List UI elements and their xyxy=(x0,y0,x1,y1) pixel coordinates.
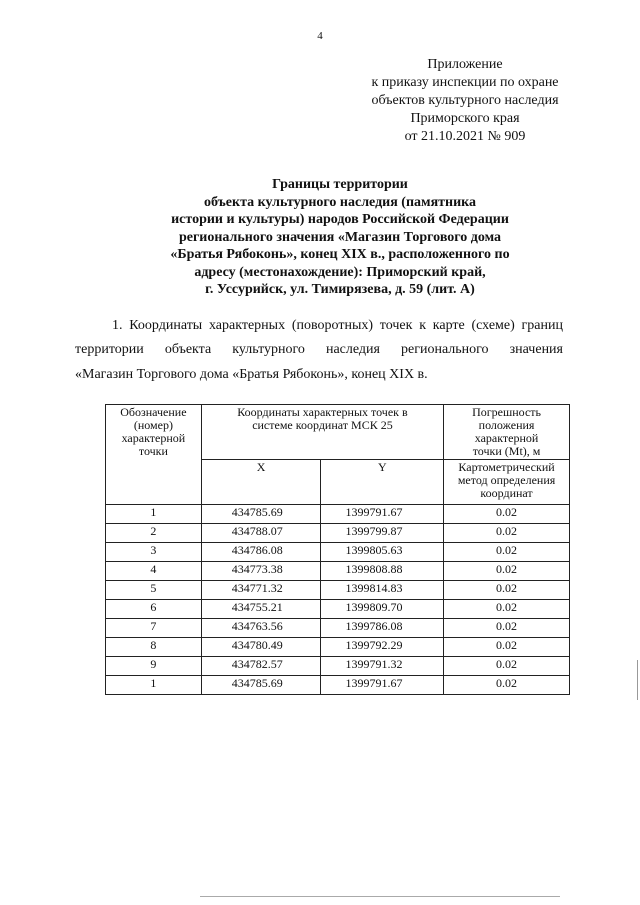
table-row xyxy=(106,505,570,524)
y-cell: 1399805.63 xyxy=(321,543,444,562)
header-y: Y xyxy=(321,460,444,505)
y-cell: 1399809.70 xyxy=(321,600,444,619)
appendix-line: Приморского края xyxy=(410,111,520,126)
title-line: истории и культуры) народов Российской Федерации xyxy=(171,212,509,227)
x-cell: 434782.57 xyxy=(201,657,321,676)
title-line: «Братья Рябоконь», конец XIX в., расположенного по xyxy=(170,247,510,262)
table-row xyxy=(106,600,570,619)
appendix-line: Приложение xyxy=(427,57,503,72)
scan-bottom-line xyxy=(200,896,560,897)
table-row xyxy=(106,543,570,562)
y-cell: 1399786.08 xyxy=(321,619,444,638)
appendix-line: к приказу инспекции по охране xyxy=(371,75,559,90)
point-cell: 7 xyxy=(106,619,202,638)
error-cell: 0.02 xyxy=(444,676,570,695)
point-cell: 3 xyxy=(106,543,202,562)
header-coordinates: Координаты характерных точек в системе координат МСК 25 xyxy=(201,405,443,460)
title-line: Границы территории xyxy=(272,177,408,192)
x-cell: 434773.38 xyxy=(201,562,321,581)
appendix-line: объектов культурного наследия xyxy=(371,93,559,108)
table-row xyxy=(106,524,570,543)
paragraph-line: «Магазин Торгового дома «Братья Рябоконь», конец XIX в. xyxy=(75,367,428,382)
table-row xyxy=(106,638,570,657)
y-cell: 1399791.67 xyxy=(321,505,444,524)
title-line: объекта культурного наследия (памятника xyxy=(203,194,477,210)
title-line: адресу (местонахождение): Приморский край, xyxy=(194,264,486,280)
x-cell: 434780.49 xyxy=(201,638,321,657)
scan-edge-mark xyxy=(637,660,638,700)
x-cell: 434785.69 xyxy=(201,505,321,524)
error-cell: 0.02 xyxy=(444,657,570,676)
x-cell: 434788.07 xyxy=(201,524,321,543)
title-line: г. Уссурийск, ул. Тимирязева, д. 59 (лит. А) xyxy=(205,282,475,297)
point-cell: 1 xyxy=(106,505,202,524)
point-cell: 2 xyxy=(106,524,202,543)
header-x: X xyxy=(201,460,321,505)
x-cell: 434786.08 xyxy=(201,543,321,562)
error-cell: 0.02 xyxy=(444,600,570,619)
error-cell: 0.02 xyxy=(444,638,570,657)
header-point: Обозначение (номер) характерной точки xyxy=(106,405,202,505)
x-cell: 434785.69 xyxy=(201,676,321,695)
document-title xyxy=(150,176,530,299)
point-cell: 6 xyxy=(106,600,202,619)
error-cell: 0.02 xyxy=(444,524,570,543)
error-cell: 0.02 xyxy=(444,581,570,600)
table-row xyxy=(106,676,570,695)
table-row xyxy=(106,581,570,600)
header-error: Погрешность положения характерной точки (Mt), м xyxy=(444,405,570,460)
y-cell: 1399791.67 xyxy=(321,676,444,695)
error-cell: 0.02 xyxy=(444,619,570,638)
appendix-block xyxy=(355,56,575,146)
point-cell: 8 xyxy=(106,638,202,657)
point-cell: 1 xyxy=(106,676,202,695)
table-row xyxy=(106,619,570,638)
point-cell: 9 xyxy=(106,657,202,676)
paragraph-line: 1. Координаты характерных (поворотных) точек к карте (схеме) границ xyxy=(112,318,563,333)
error-cell: 0.02 xyxy=(444,562,570,581)
y-cell: 1399814.83 xyxy=(321,581,444,600)
x-cell: 434771.32 xyxy=(201,581,321,600)
y-cell: 1399791.32 xyxy=(321,657,444,676)
point-cell: 4 xyxy=(106,562,202,581)
page-number: 4 xyxy=(317,30,323,42)
table-row xyxy=(106,562,570,581)
point-cell: 5 xyxy=(106,581,202,600)
header-method: Картометрический метод определения координат xyxy=(444,460,570,505)
y-cell: 1399808.88 xyxy=(321,562,444,581)
appendix-line: от 21.10.2021 № 909 xyxy=(404,129,526,144)
error-cell: 0.02 xyxy=(444,543,570,562)
paragraph-line: территории объекта культурного наследия регионального значения xyxy=(75,342,563,357)
y-cell: 1399792.29 xyxy=(321,638,444,657)
y-cell: 1399799.87 xyxy=(321,524,444,543)
x-cell: 434755.21 xyxy=(201,600,321,619)
x-cell: 434763.56 xyxy=(201,619,321,638)
table-row xyxy=(106,657,570,676)
title-line: регионального значения «Магазин Торгового дома xyxy=(178,229,502,245)
error-cell: 0.02 xyxy=(444,505,570,524)
coordinates-table xyxy=(105,404,570,695)
